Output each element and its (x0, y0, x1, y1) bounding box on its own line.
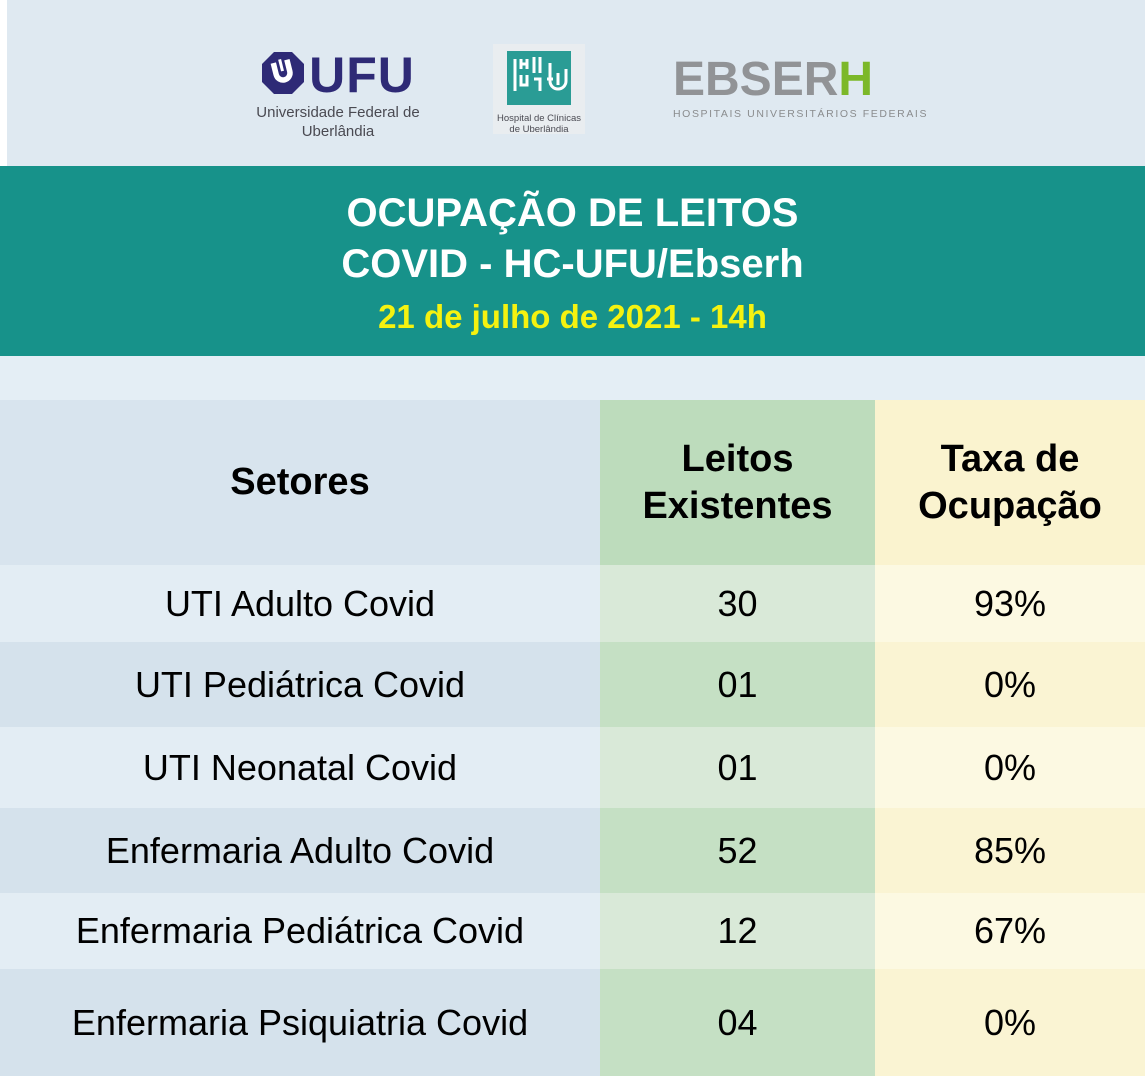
beds-occupancy-table (0, 400, 1145, 1076)
bottom-edge-strip (0, 1076, 1145, 1080)
cell-taxa: 0% (875, 642, 1145, 727)
title-line-1: OCUPAÇÃO DE LEITOS (346, 191, 799, 235)
cell-setor: Enfermaria Adulto Covid (0, 808, 600, 893)
left-edge-strip (0, 0, 7, 166)
ebserh-caption: HOSPITAIS UNIVERSITÁRIOS FEDERAIS (673, 108, 929, 120)
cell-setor: UTI Neonatal Covid (0, 727, 600, 808)
cell-setor: UTI Adulto Covid (0, 565, 600, 642)
header-setores: Setores (0, 400, 600, 565)
cell-leitos: 01 (600, 727, 875, 808)
cell-leitos: 30 (600, 565, 875, 642)
ufu-acronym: UFU (309, 47, 415, 103)
ufu-logo (253, 47, 423, 142)
cell-leitos: 04 (600, 969, 875, 1076)
cell-taxa: 0% (875, 969, 1145, 1076)
cell-setor: Enfermaria Psiquiatria Covid (0, 969, 600, 1076)
table-row (0, 808, 1145, 893)
cell-taxa: 0% (875, 727, 1145, 808)
table-row (0, 642, 1145, 727)
header-taxa-ocupacao: Taxa de Ocupação (875, 400, 1145, 565)
ebserh-logo (673, 53, 929, 120)
cell-leitos: 01 (600, 642, 875, 727)
cell-taxa: 67% (875, 893, 1145, 969)
cell-setor: UTI Pediátrica Covid (0, 642, 600, 727)
table-row (0, 727, 1145, 808)
hc-logo-icon (507, 51, 571, 110)
hc-logo-card (493, 44, 585, 134)
table-row (0, 969, 1145, 1076)
cell-leitos: 12 (600, 893, 875, 969)
table-row (0, 565, 1145, 642)
cell-setor: Enfermaria Pediátrica Covid (0, 893, 600, 969)
date-line: 21 de julho de 2021 - 14h (378, 298, 767, 335)
cell-taxa: 85% (875, 808, 1145, 893)
table-row (0, 893, 1145, 969)
ebserh-wordmark: EBSERH (673, 53, 874, 106)
title-banner (0, 166, 1145, 356)
table-header-row (0, 400, 1145, 565)
ufu-caption: Universidade Federal de Uberlândia (256, 104, 420, 140)
title-line-2: COVID - HC-UFU/Ebserh (341, 242, 804, 286)
gap-band (0, 356, 1145, 400)
cell-taxa: 93% (875, 565, 1145, 642)
top-logo-band (0, 0, 1145, 166)
ufu-octagon-icon (261, 51, 305, 100)
header-leitos-existentes: Leitos Existentes (600, 400, 875, 565)
hc-caption: Hospital de Clínicas de Uberlândia (497, 113, 581, 136)
cell-leitos: 52 (600, 808, 875, 893)
